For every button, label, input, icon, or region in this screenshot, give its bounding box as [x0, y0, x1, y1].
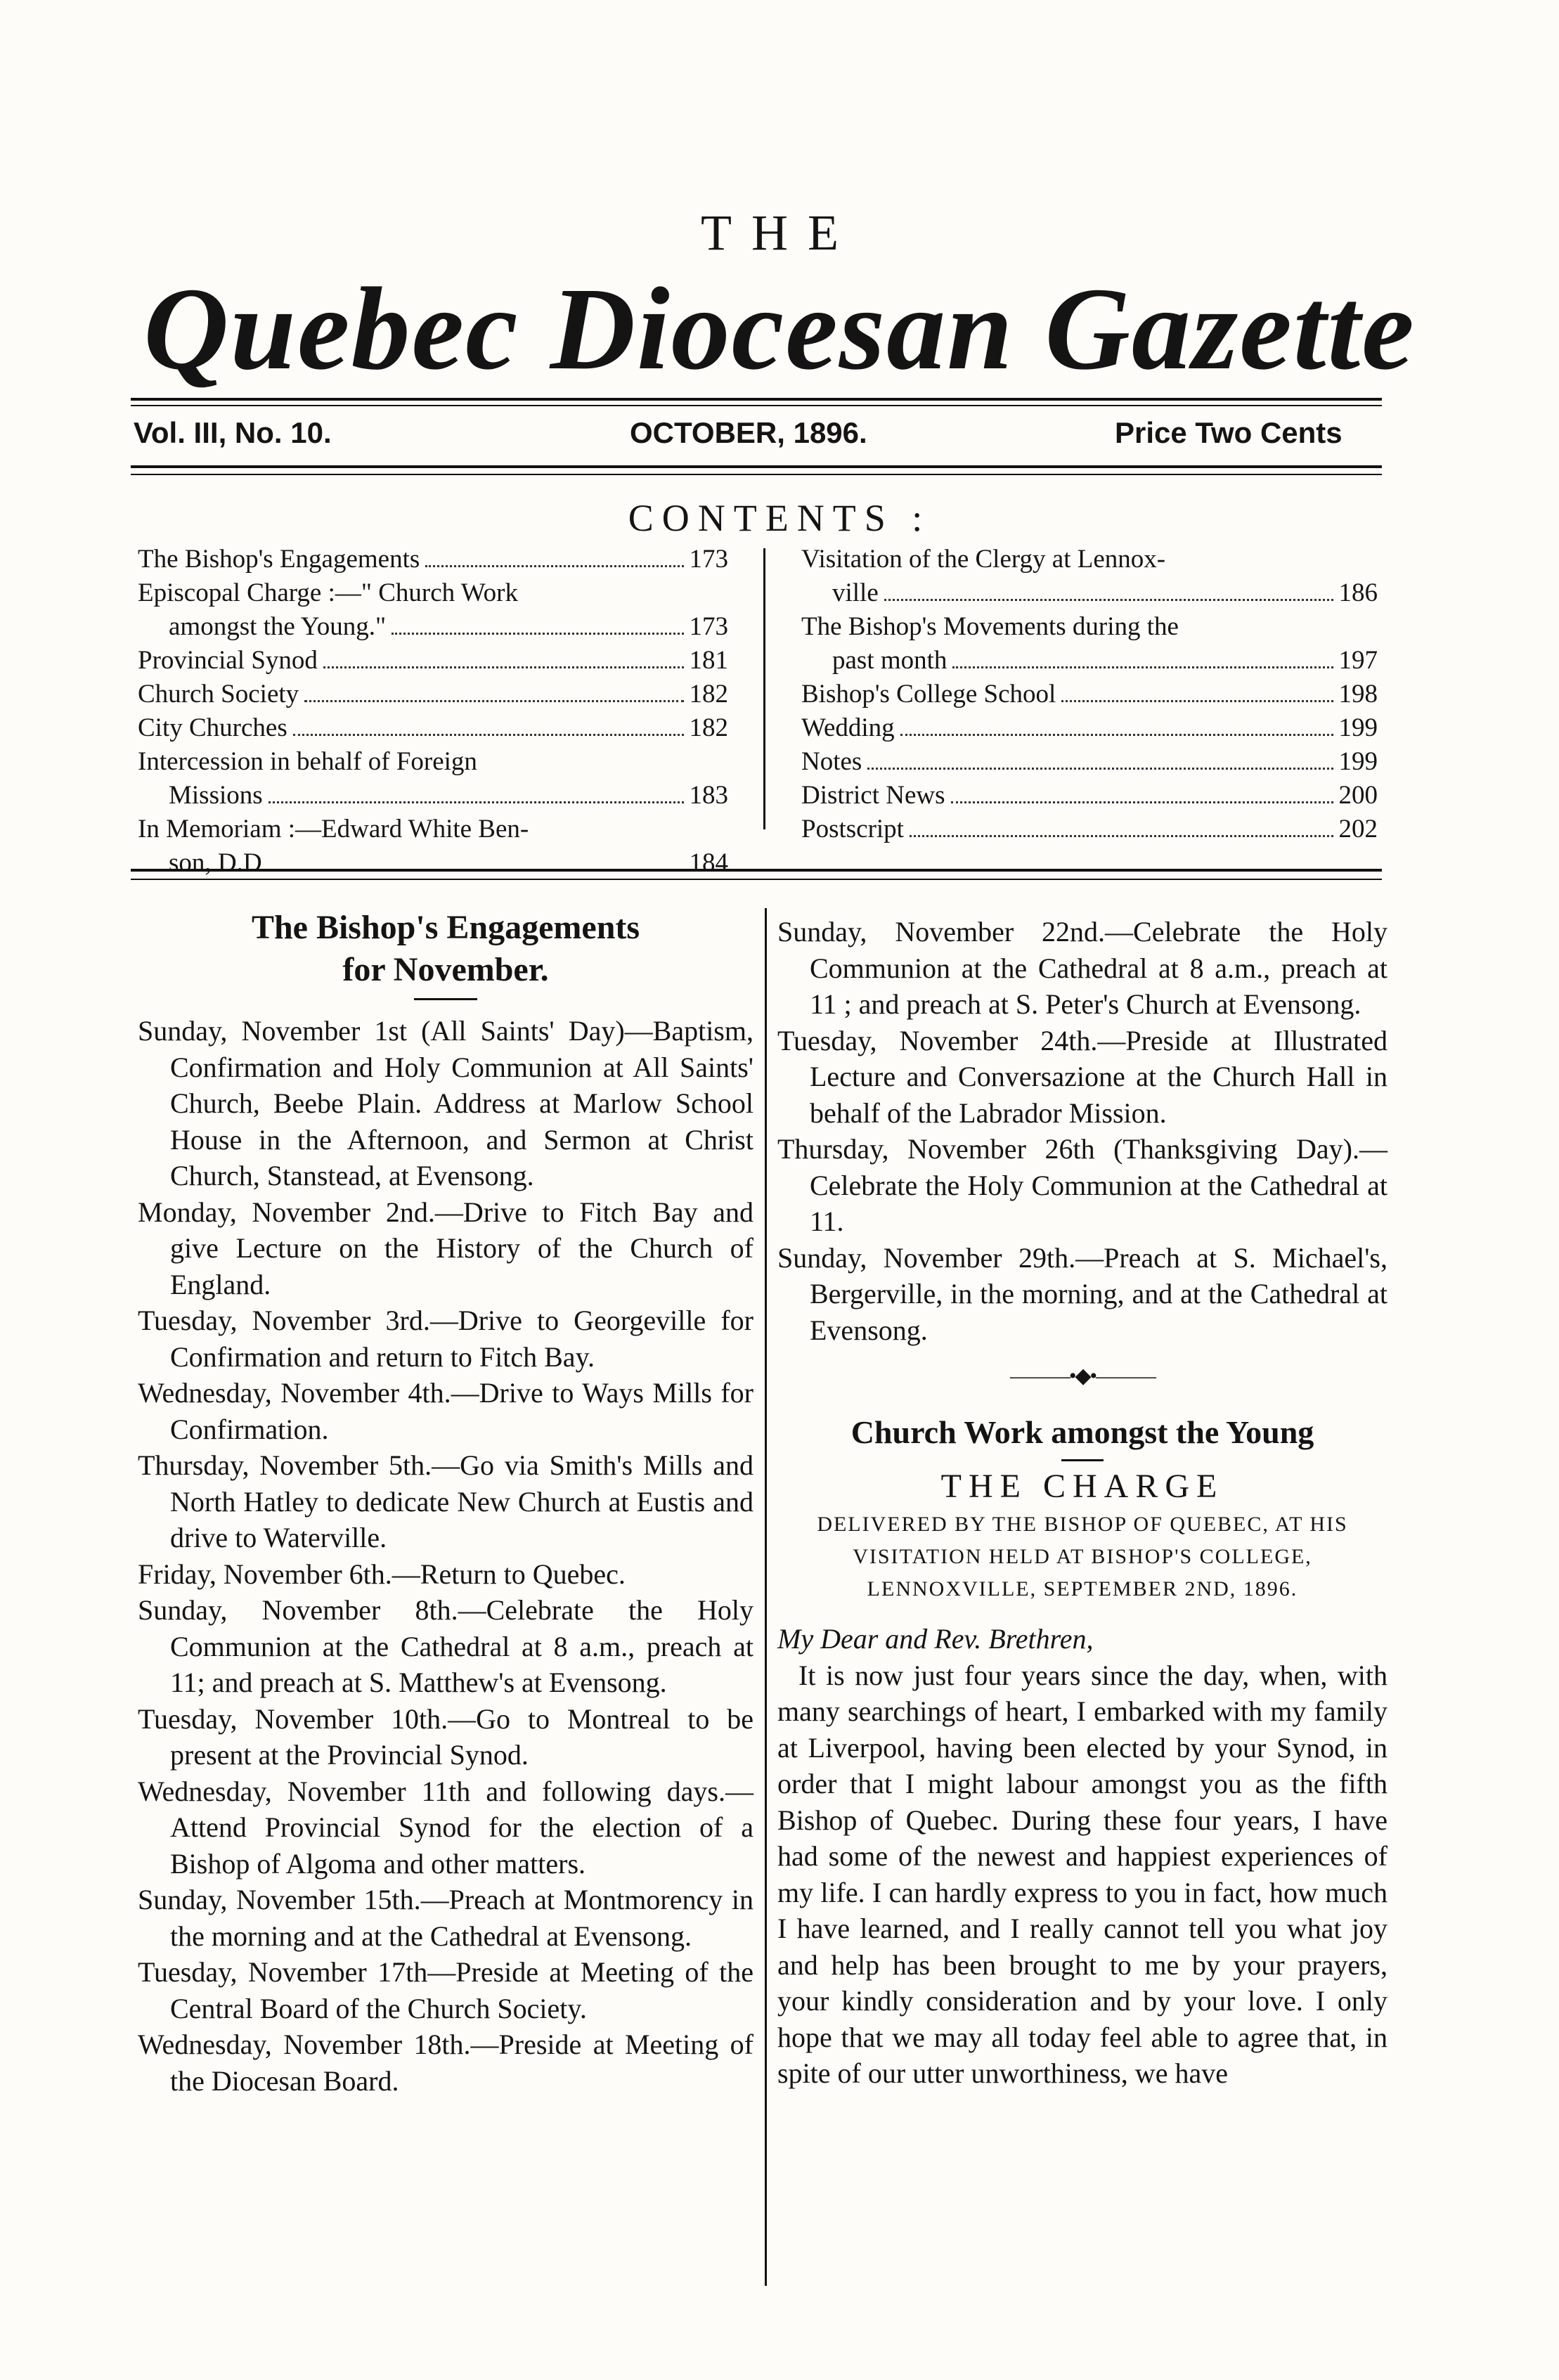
ornament-divider: ———•◆•——— — [1009, 1364, 1156, 1388]
toc-entry-cont[interactable]: past month 197 — [832, 646, 1378, 675]
charge-heading: Church Work amongst the Young — [850, 1414, 1314, 1450]
toc-entry-cont[interactable]: ville 186 — [832, 578, 1378, 607]
engagement-item: Thursday, November 5th.—Go via Smith's Mills and North Hatley to dedicate New Church at Eustis and drive to Waterville. — [138, 1449, 753, 1553]
contents-rule — [131, 869, 1382, 872]
toc-entry[interactable]: Church Society 182 — [138, 680, 728, 709]
toc-entry[interactable]: In Memoriam :—Edward White Ben- — [138, 815, 529, 843]
contents-left-column — [138, 543, 728, 880]
masthead-rule-bottom — [131, 465, 1382, 468]
masthead-rule-top — [131, 398, 1382, 401]
masthead-rule-bottom-thin — [131, 474, 1382, 475]
salutation: My Dear and Rev. Brethren, — [777, 1623, 1094, 1655]
column-divider — [765, 908, 767, 2286]
masthead-rule-top-thin — [131, 405, 1382, 406]
toc-entry[interactable]: The Bishop's Movements during the — [801, 612, 1179, 641]
toc-entry-cont[interactable]: Missions 183 — [169, 781, 728, 810]
engagements-heading: The Bishop's Engagements for November. — [251, 909, 640, 988]
volume-number: Vol. III, No. 10. — [134, 416, 332, 449]
masthead-the: THE — [701, 205, 858, 261]
toc-entry[interactable]: Intercession in behalf of Foreign — [138, 747, 477, 776]
engagement-item: Wednesday, November 11th and following days.—Attend Provincial Synod for the election of a Bishop of Algoma and other matters. — [138, 1775, 753, 1880]
contents-rule-thin — [131, 879, 1382, 880]
masthead-title: Quebec Diocesan Gazette — [143, 264, 1416, 394]
toc-entry[interactable]: Wedding 199 — [801, 713, 1378, 742]
toc-entry[interactable]: Visitation of the Clergy at Lennox- — [801, 545, 1166, 574]
right-column — [777, 914, 1387, 2092]
toc-entry[interactable]: Notes 199 — [801, 747, 1378, 776]
heading-rule — [414, 998, 477, 1000]
contents-divider — [763, 548, 765, 829]
engagement-item: Wednesday, November 18th.—Preside at Meeting of the Diocesan Board. — [138, 2029, 753, 2097]
engagement-item: Wednesday, November 4th.—Drive to Ways Mills for Confirmation. — [138, 1377, 753, 1445]
engagement-item: Tuesday, November 3rd.—Drive to Georgeville for Confirmation and return to Fitch Bay. — [138, 1305, 753, 1373]
engagement-item: Sunday, November 15th.—Preach at Montmorency in the morning and at the Cathedral at Evensong. — [138, 1884, 753, 1952]
toc-entry[interactable]: The Bishop's Engagements 173 — [138, 545, 728, 574]
charge-delivered: DELIVERED BY THE BISHOP OF QUEBEC, AT HIS VISITATION HELD AT BISHOP'S COLLEGE, LENNOXVILLE, SEPTEMBER 2ND, 1896. — [817, 1513, 1348, 1600]
toc-entry-cont[interactable]: amongst the Young." 173 — [169, 612, 728, 641]
engagement-item: Sunday, November 1st (All Saints' Day)—Baptism, Confirmation and Holy Communion at All Saints' Church, Beebe Plain. Address at Marlow School House in the Afternoon, and Sermon at Christ Church, Stanstead, at Evensong. — [138, 1015, 753, 1191]
engagement-item: Tuesday, November 24th.—Preside at Illustrated Lecture and Conversazione at the Church Hall in behalf of the Labrador Mission. — [777, 1024, 1387, 1129]
left-column — [138, 907, 753, 2099]
engagement-item: Friday, November 6th.—Return to Quebec. — [138, 1558, 626, 1590]
charge-body: It is now just four years since the day, when, with many searchings of heart, I embarked with my family at Liverpool, having been elected by your Synod, in order that I might labour amongst you as the fifth Bishop of Quebec. During these four years, I have had some of the newest and happiest experiences of my life. I can hardly express to you in fact, how much I have learned, and I really cannot tell you what joy and help has been brought to me by your prayers, your kindly consideration and by your love. I only hope that we may all today feel able to agree that, in spite of our utter unworthiness, we have — [777, 1659, 1387, 2089]
toc-entry[interactable]: Episcopal Charge :—" Church Work — [138, 578, 518, 607]
engagement-item: Sunday, November 22nd.—Celebrate the Holy Communion at the Cathedral at 8 a.m., preach at 11 ; and preach at S. Peter's Church at Evensong. — [777, 916, 1387, 1020]
charge-heading-rule — [1061, 1459, 1104, 1461]
issue-date: OCTOBER, 1896. — [630, 416, 867, 449]
toc-entry-cont[interactable]: son, D.D 184 — [169, 848, 728, 877]
engagement-item: Tuesday, November 10th.—Go to Montreal to be present at the Provincial Synod. — [138, 1702, 753, 1771]
toc-entry[interactable]: District News 200 — [801, 781, 1378, 810]
engagement-item: Monday, November 2nd.—Drive to Fitch Bay and give Lecture on the History of the Church of England. — [138, 1196, 753, 1300]
toc-entry[interactable]: Provincial Synod 181 — [138, 646, 728, 675]
engagement-item: Thursday, November 26th (Thanksgiving Day).—Celebrate the Holy Communion at the Cathedral at 11. — [777, 1133, 1387, 1237]
engagement-item: Sunday, November 29th.—Preach at S. Michael's, Bergerville, in the morning, and at the Cathedral at Evensong. — [777, 1241, 1387, 1346]
charge-title: THE CHARGE — [940, 1467, 1224, 1505]
price: Price Two Cents — [1115, 416, 1343, 449]
toc-entry[interactable]: Postscript 202 — [801, 815, 1378, 843]
contents-title: CONTENTS : — [628, 497, 931, 539]
contents-right-column — [801, 543, 1378, 846]
toc-entry[interactable]: Bishop's College School 198 — [801, 680, 1378, 709]
engagement-item: Sunday, November 8th.—Celebrate the Holy Communion at the Cathedral at 8 a.m., preach at 11; and preach at S. Matthew's at Evensong. — [138, 1594, 753, 1698]
toc-entry[interactable]: City Churches 182 — [138, 713, 728, 742]
engagement-item: Tuesday, November 17th—Preside at Meeting of the Central Board of the Church Society. — [138, 1956, 753, 2024]
